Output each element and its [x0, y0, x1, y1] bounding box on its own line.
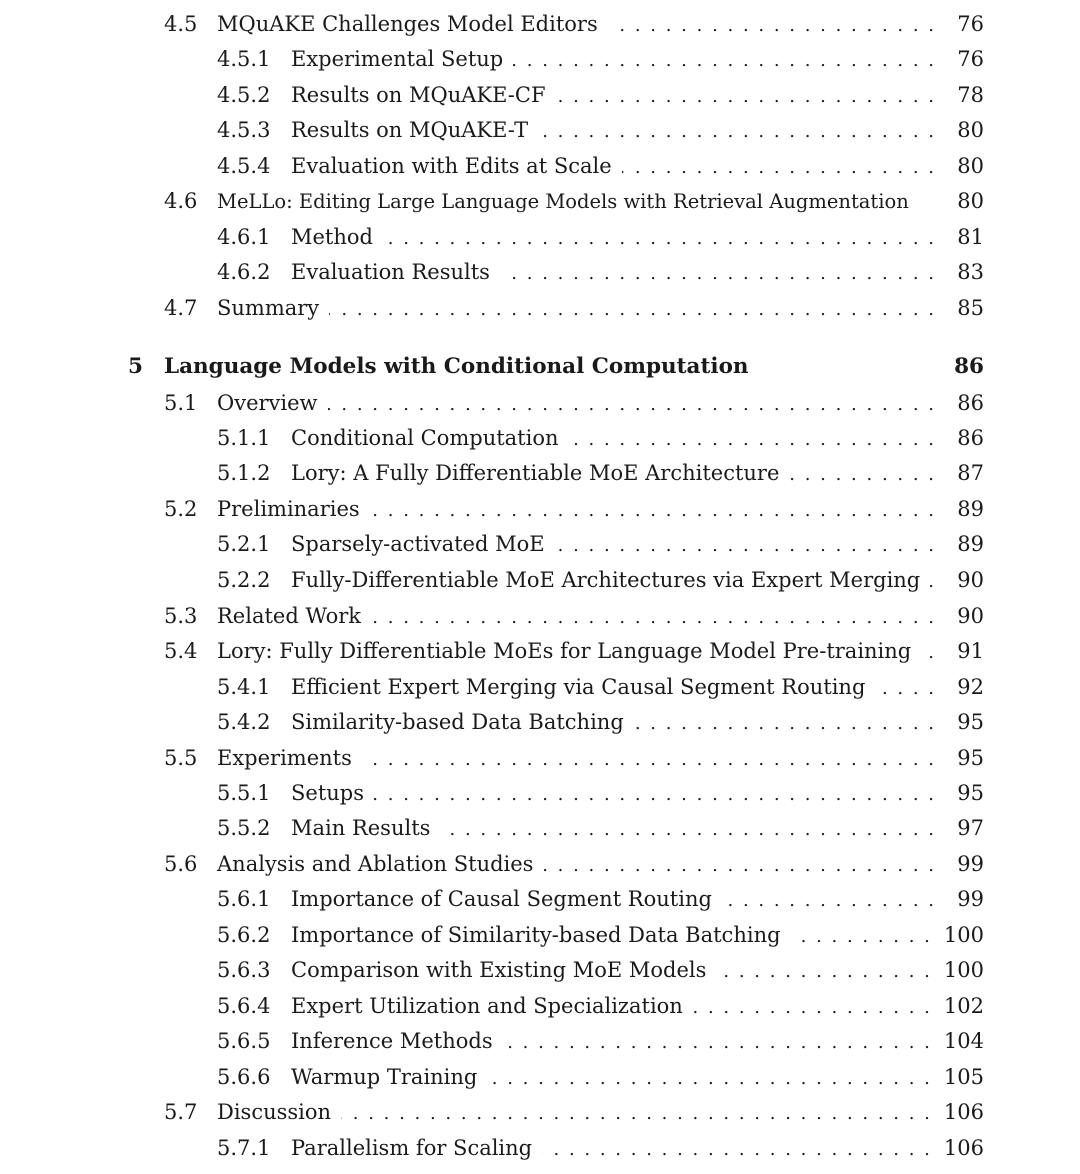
toc-entry-number: 5.7.1: [217, 1136, 271, 1160]
toc-dot-leader: [513, 46, 934, 76]
toc-entry-title: Evaluation with Edits at Scale: [291, 154, 612, 178]
toc-section-entry[interactable]: [164, 601, 984, 631]
toc-dot-leader: [930, 567, 934, 597]
toc-entry-title: Main Results: [291, 816, 431, 840]
toc-entry-title: Experiments: [217, 746, 352, 770]
toc-subsection-entry[interactable]: [217, 565, 984, 595]
toc-subsection-entry[interactable]: [217, 920, 984, 950]
toc-entry-title: Importance of Similarity-based Data Batching: [291, 923, 781, 947]
toc-entry-page-number: 86: [957, 391, 984, 415]
toc-subsection-entry[interactable]: [217, 672, 984, 702]
toc-entry-number: 5.1: [164, 391, 198, 415]
toc-entry-number: 4.6.2: [217, 260, 271, 284]
toc-entry-number: 5.6.5: [217, 1029, 271, 1053]
toc-entry-page-number: 76: [957, 12, 984, 36]
toc-entry-number: 4.5.1: [217, 47, 271, 71]
toc-entry-title: Importance of Causal Segment Routing: [291, 887, 712, 911]
toc-subsection-entry[interactable]: [217, 813, 984, 843]
toc-dot-leader: [538, 117, 934, 147]
toc-entry-page-number: 99: [957, 887, 984, 911]
toc-section-entry[interactable]: [164, 849, 984, 879]
toc-entry-number: 4.6: [164, 189, 198, 213]
toc-entry-page-number: 100: [943, 923, 984, 947]
toc-subsection-entry[interactable]: [217, 1026, 984, 1056]
toc-entry-title: Related Work: [217, 604, 362, 628]
toc-entry-number: 5.2.1: [217, 532, 271, 556]
toc-entry-page-number: 95: [957, 710, 984, 734]
toc-entry-number: 5.1.1: [217, 426, 271, 450]
toc-dot-leader: [542, 1135, 930, 1165]
toc-section-entry[interactable]: [164, 494, 984, 524]
toc-dot-leader: [569, 425, 934, 455]
toc-entry-title: Experimental Setup: [291, 47, 504, 71]
toc-entry-number: 5.4.1: [217, 675, 271, 699]
toc-entry-title: Discussion: [217, 1100, 332, 1124]
toc-entry-page-number: 81: [957, 225, 984, 249]
toc-entry-number: 4.5.4: [217, 154, 271, 178]
toc-entry-number: 5.4.2: [217, 710, 271, 734]
toc-entry-number: 5.6.6: [217, 1065, 271, 1089]
toc-entry-page-number: 106: [943, 1136, 984, 1160]
toc-entry-title: Lory: Fully Differentiable MoEs for Language Model Pre-training: [217, 639, 912, 663]
toc-dot-leader: [328, 390, 934, 420]
toc-entry-page-number: 85: [957, 296, 984, 320]
toc-subsection-entry[interactable]: [217, 222, 984, 252]
toc-subsection-entry[interactable]: [217, 44, 984, 74]
toc-entry-title: Parallelism for Scaling: [291, 1136, 533, 1160]
toc-subsection-entry[interactable]: [217, 1062, 984, 1092]
toc-entry-title: Evaluation Results: [291, 260, 490, 284]
toc-entry-page-number: 80: [957, 189, 984, 213]
toc-entry-page-number: 106: [943, 1100, 984, 1124]
toc-entry-title: MQuAKE Challenges Model Editors: [217, 12, 598, 36]
toc-entry-title: Conditional Computation: [291, 426, 559, 450]
toc-entry-number: 4.6.1: [217, 225, 271, 249]
toc-dot-leader: [555, 531, 934, 561]
toc-entry-number: 4.5.2: [217, 83, 271, 107]
toc-subsection-entry[interactable]: [217, 955, 984, 985]
toc-entry-page-number: 97: [957, 816, 984, 840]
toc-entry-title: Similarity-based Data Batching: [291, 710, 624, 734]
toc-section-entry[interactable]: [164, 186, 984, 216]
toc-entry-number: 5.2.2: [217, 568, 271, 592]
toc-entry-number: 5.5.2: [217, 816, 271, 840]
toc-subsection-entry[interactable]: [217, 257, 984, 287]
toc-entry-number: 5.6.4: [217, 994, 271, 1018]
toc-entry-number: 5.4: [164, 639, 198, 663]
toc-dot-leader: [487, 1064, 930, 1094]
toc-entry-number: 5.5: [164, 746, 198, 770]
toc-entry-page-number: 91: [957, 639, 984, 663]
toc-subsection-entry[interactable]: [217, 991, 984, 1021]
toc-entry-number: 5.1.2: [217, 461, 271, 485]
toc-entry-number: 4.7: [164, 296, 198, 320]
toc-entry-page-number: 78: [957, 83, 984, 107]
toc-entry-title: Analysis and Ablation Studies: [217, 852, 534, 876]
toc-entry-page-number: 99: [957, 852, 984, 876]
toc-entry-title: Sparsely-activated MoE: [291, 532, 545, 556]
toc-subsection-entry[interactable]: [217, 80, 984, 110]
toc-entry-page-number: 100: [943, 958, 984, 982]
toc-dot-leader: [503, 1028, 930, 1058]
toc-entry-number: 5.5.1: [217, 781, 271, 805]
toc-subsection-entry[interactable]: [217, 884, 984, 914]
toc-section-entry[interactable]: [164, 388, 984, 418]
toc-dot-leader: [371, 603, 934, 633]
toc-dot-leader: [791, 922, 930, 952]
toc-section-entry[interactable]: [164, 636, 984, 666]
toc-section-entry[interactable]: [164, 743, 984, 773]
toc-entry-page-number: 80: [957, 154, 984, 178]
toc-entry-title: Comparison with Existing MoE Models: [291, 958, 707, 982]
toc-entry-number: 5.6.2: [217, 923, 271, 947]
toc-entry-title: Language Models with Conditional Computation: [164, 354, 749, 379]
toc-dot-leader: [556, 82, 934, 112]
toc-entry-number: 5.7: [164, 1100, 198, 1124]
toc-entry-page-number: 89: [957, 497, 984, 521]
toc-dot-leader: [875, 674, 934, 704]
toc-entry-page-number: 87: [957, 461, 984, 485]
toc-dot-leader: [374, 780, 934, 810]
toc-section-entry[interactable]: [164, 1097, 984, 1127]
toc-entry-number: 5.6: [164, 852, 198, 876]
toc-entry-title: Summary: [217, 296, 320, 320]
toc-entry-page-number: 86: [954, 354, 984, 379]
toc-entry-page-number: 95: [957, 781, 984, 805]
toc-entry-title: Method: [291, 225, 373, 249]
toc-dot-leader: [362, 745, 934, 775]
toc-entry-number: 4.5.3: [217, 118, 271, 142]
toc-entry-page-number: 92: [957, 675, 984, 699]
toc-entry-title: Fully-Differentiable MoE Architectures via Expert Merging: [291, 568, 921, 592]
toc-entry-number: 5.2: [164, 497, 198, 521]
toc-entry-page-number: 90: [957, 604, 984, 628]
toc-subsection-entry[interactable]: [217, 151, 984, 181]
toc-entry-number: 5.3: [164, 604, 198, 628]
toc-dot-leader: [921, 638, 934, 668]
toc-entry-page-number: 80: [957, 118, 984, 142]
toc-entry-page-number: 89: [957, 532, 984, 556]
toc-entry-page-number: 76: [957, 47, 984, 71]
toc-dot-leader: [789, 460, 934, 490]
toc-dot-leader: [370, 496, 934, 526]
toc-dot-leader: [341, 1099, 930, 1129]
toc-dot-leader: [722, 886, 934, 916]
toc-dot-leader: [329, 295, 934, 325]
toc-entry-title: Results on MQuAKE-CF: [291, 83, 546, 107]
toc-subsection-entry[interactable]: [217, 458, 984, 488]
toc-entry-page-number: 102: [943, 994, 984, 1018]
toc-entry-title: Preliminaries: [217, 497, 360, 521]
toc-dot-leader: [716, 957, 929, 987]
toc-entry-number: 5.6.3: [217, 958, 271, 982]
toc-subsection-entry[interactable]: [217, 778, 984, 808]
toc-dot-leader: [693, 993, 930, 1023]
toc-subsection-entry[interactable]: [217, 115, 984, 145]
toc-entry-number: 5: [128, 354, 143, 379]
toc-dot-leader: [543, 851, 934, 881]
toc-entry-title: Results on MQuAKE-T: [291, 118, 529, 142]
toc-entry-page-number: 104: [943, 1029, 984, 1053]
toc-dot-leader: [622, 153, 934, 183]
toc-entry-page-number: 95: [957, 746, 984, 770]
toc-dot-leader: [440, 815, 934, 845]
toc-entry-title: Warmup Training: [291, 1065, 478, 1089]
toc-chapter-entry[interactable]: [128, 352, 984, 382]
toc-dot-leader: [634, 709, 934, 739]
toc-entry-title: Efficient Expert Merging via Causal Segment Routing: [291, 675, 866, 699]
toc-entry-title: MeLLo: Editing Large Language Models with Retrieval Augmentation: [217, 190, 909, 213]
toc-entry-number: 4.5: [164, 12, 198, 36]
toc-section-entry[interactable]: [164, 9, 984, 39]
toc-subsection-entry[interactable]: [217, 707, 984, 737]
toc-entry-number: 5.6.1: [217, 887, 271, 911]
toc-entry-page-number: 86: [957, 426, 984, 450]
toc-entry-title: Lory: A Fully Differentiable MoE Architecture: [291, 461, 780, 485]
toc-dot-leader: [500, 259, 934, 289]
toc-entry-page-number: 105: [943, 1065, 984, 1089]
toc-subsection-entry[interactable]: [217, 1133, 984, 1163]
toc-dot-leader: [383, 224, 934, 254]
toc-entry-title: Setups: [291, 781, 364, 805]
toc-subsection-entry[interactable]: [217, 423, 984, 453]
toc-subsection-entry[interactable]: [217, 529, 984, 559]
toc-dot-leader: [608, 11, 934, 41]
toc-entry-title: Expert Utilization and Specialization: [291, 994, 683, 1018]
toc-entry-title: Inference Methods: [291, 1029, 493, 1053]
toc-entry-title: Overview: [217, 391, 318, 415]
toc-entry-page-number: 83: [957, 260, 984, 284]
toc-section-entry[interactable]: [164, 293, 984, 323]
toc-entry-page-number: 90: [957, 568, 984, 592]
